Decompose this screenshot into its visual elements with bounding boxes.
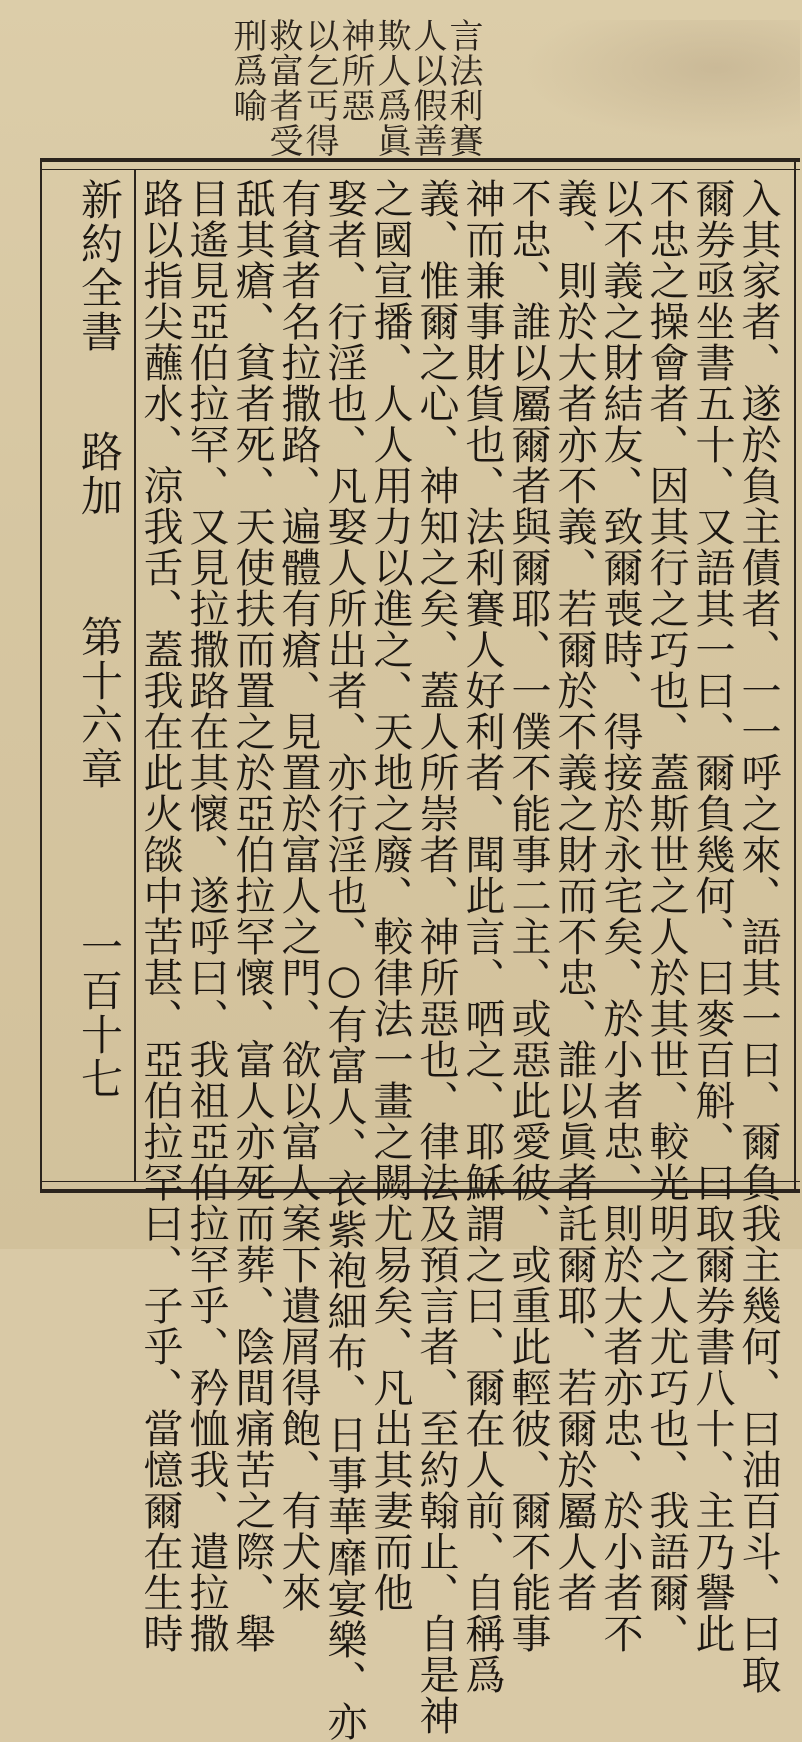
frame-top-rule (40, 158, 800, 170)
commentary-column: 欺人爲眞 (371, 18, 411, 158)
frame-left-rule (40, 160, 42, 1192)
text-column: 以不義之財結友、致爾喪時、得接於永宅矣、於小者忠、則於大者亦忠、於小者不 (597, 178, 643, 1654)
text-column: 義、惟爾之心、神知之矣、蓋人所崇者、神所惡也、律法及預言者、至約翰止、自是神 (413, 178, 459, 1736)
commentary-column: 以乞丐得 (299, 18, 339, 158)
frame-header-rule (134, 170, 136, 1181)
commentary-column: 救富者受 (263, 18, 303, 158)
text-column: 娶者、行淫也、凡娶人所出者、亦行淫也、○有富人、衣紫袍細布、日事華靡宴樂、亦 (321, 178, 367, 1742)
book-title: 新約全書 (75, 178, 124, 354)
book-name: 路加 (75, 430, 124, 518)
text-column: 目遙見亞伯拉罕、又見拉撒路在其懷、遂呼曰、我祖亞伯拉罕乎、矜恤我、遣拉撒 (183, 178, 229, 1654)
commentary-column: 人以假善 (407, 18, 447, 158)
text-column: 入其家者、遂於負主債者、一一呼之來、語其一曰、爾負我主幾何、曰油百斗、曰取 (735, 178, 781, 1695)
text-column: 不忠之操會者、因其行之巧也、蓋斯世之人於其世、較光明之人尤巧也、我語爾、 (643, 178, 689, 1654)
commentary-column: 刑爲喻 (227, 18, 267, 123)
text-column: 不忠、誰以屬爾者與爾耶、一僕不能事二主、或惡此愛彼、或重此輕彼、爾不能事 (505, 178, 551, 1654)
page-number: 一百十七 (75, 925, 124, 1101)
text-column: 路以指尖蘸水、涼我舌、蓋我在此火燄中苦甚、亞伯拉罕曰、子乎、當憶爾在生時 (137, 178, 183, 1654)
text-column: 爾券亟坐書五十、又語其一曰、爾負幾何、曰麥百斛、曰取爾券書八十、主乃譽此 (689, 178, 735, 1654)
text-column: 義、則於大者亦不義、若爾於不義之財而不忠、誰以眞者託爾耶、若爾於屬人者 (551, 178, 597, 1613)
frame-right-rule (794, 160, 796, 1192)
text-column: 之國宣播、人人用力以進之、天地之廢、較律法一畫之闕尤易矣、凡出其妻而他 (367, 178, 413, 1613)
bleed-through-stain (520, 20, 800, 140)
commentary-column: 神所惡 (335, 18, 375, 123)
text-column: 神而兼事財貨也、法利賽人好利者、聞此言、哂之、耶穌謂之曰、爾在人前、自稱爲 (459, 178, 505, 1695)
commentary-column: 言法利賽 (443, 18, 483, 158)
text-column: 舐其瘡、貧者死、天使扶而置之於亞伯拉罕懷、富人亦死而葬、陰間痛苦之際、舉 (229, 178, 275, 1654)
text-column: 有貧者名拉撒路、遍體有瘡、見置於富人之門、欲以富人案下遺屑得飽、有犬來 (275, 178, 321, 1613)
chapter-label: 第十六章 (75, 615, 124, 791)
